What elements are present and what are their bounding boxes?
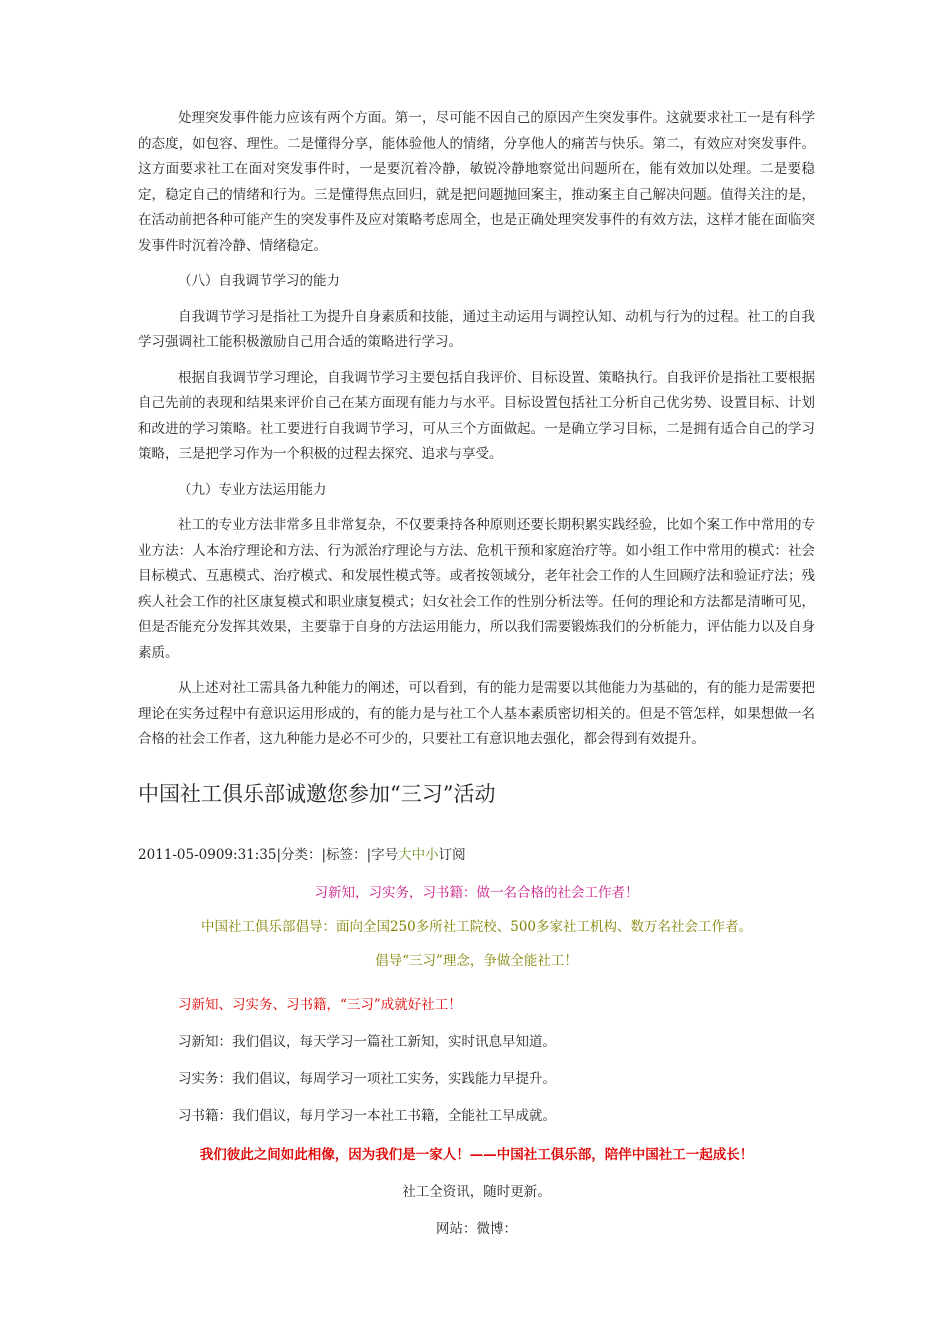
slogan-magenta: 习新知，习实务，习书籍：做一名合格的社会工作者！: [314, 884, 639, 901]
post-title: 中国社工俱乐部诚邀您参加“三习”活动: [138, 781, 496, 806]
initiative-new-knowledge: 习新知：我们倡议，每天学习一篇社工新知，实时讯息早知道。: [178, 1033, 556, 1050]
section-heading-8: （八）自我调节学习的能力: [178, 273, 340, 289]
page-content: [138, 106, 815, 1239]
slogan-red: 习新知、习实务、习书籍，“三习”成就好社工！: [178, 996, 462, 1013]
club-motto: 我们彼此之间如此相像，因为我们是一家人！——中国社工俱乐部，陪伴中国社工一起成长！: [199, 1146, 754, 1163]
initiative-books: 习书籍：我们倡议，每月学习一本社工书籍，全能社工早成就。: [178, 1107, 556, 1124]
paragraph-self-regulated-learning-theory: 根据自我调节学习理论，自我调节学习主要包括自我评价、目标设置、策略执行。自我评价是指社工要根据自己先前的表现和结果来评价自己在某方面现有能力与水平。目标设置包括社工分析自己优劣势、设置目标、计划和改进的学习策略。社工要进行自我调节学习，可从三个方面做起。一是确立学习目标，二是拥有适合自己的学习策略，三是把学习作为一个积极的过程去探究、追求与享受。: [138, 369, 815, 462]
paragraph-professional-methods: 社工的专业方法非常多且非常复杂，不仅要秉持各种原则还要长期积累实践经验，比如个案工作中常用的专业方法：人本治疗理论和方法、行为派治疗理论与方法、危机干预和家庭治疗等。如小组工作中常用的模式：社会目标模式、互惠模式、治疗模式、和发展性模式等。或者按领域分，老年社会工作的人生回顾疗法和验证疗法；残疾人社会工作的社区康复模式和职业康复模式；妇女社会工作的性别分析法等。任何的理论和方法都是清晰可见，但是否能充分发挥其效果，主要靠于自身的方法运用能力，所以我们需要锻炼我们的分析能力，评估能力以及自身素质。: [138, 517, 815, 661]
initiative-practice: 习实务：我们倡议，每周学习一项社工实务，实践能力早提升。: [178, 1070, 556, 1087]
font-size-options[interactable]: 大中小: [398, 846, 439, 863]
paragraph-conclusion: 从上述对社工需具备九种能力的阐述，可以看到，有的能力是需要以其他能力为基础的，有的能力是需要把理论在实务过程中有意识运用形成的，有的能力是与社工个人基本素质密切相关的。但是不管怎样，如果想做一名合格的社会工作者，这九种能力是必不可少的，只要社工有意识地去强化，都会得到有效提升。: [138, 680, 815, 747]
news-update-note: 社工全资讯，随时更新。: [402, 1183, 551, 1200]
website-weibo-line: 网站：微博：: [436, 1220, 517, 1237]
subscribe-link[interactable]: 订阅: [438, 846, 466, 863]
paragraph-emergency-handling: 处理突发事件能力应该有两个方面。第一，尽可能不因自己的原因产生突发事件。这就要求社工一是有科学的态度，如包容、理性。二是懂得分享，能体验他人的情绪，分享他人的痛苦与快乐。第二，有效应对突发事件。这方面要求社工在面对突发事件时，一是要沉着冷静，敏锐冷静地察觉出问题所在，能有效加以处理。二是要稳定，稳定自己的情绪和行为。三是懂得焦点回归，就是把问题抛回案主，推动案主自己解决问题。值得关注的是，在活动前把各种可能产生的突发事件及应对策略考虑周全，也是正确处理突发事件的有效方法，这样才能在面临突发事件时沉着冷静、情绪稳定。: [138, 110, 815, 254]
paragraph-self-regulated-learning-def: 自我调节学习是指社工为提升自身素质和技能，通过主动运用与调控认知、动机与行为的过程。社工的自我学习强调社工能积极激励自己用合适的策略进行学习。: [138, 308, 815, 350]
post-meta: [138, 845, 815, 865]
post-meta-info: 2011-05-0909:31:35|分类：|标签：|字号: [138, 846, 399, 863]
advocacy-olive: 倡导“三习”理念，争做全能社工！: [375, 952, 578, 969]
section-heading-9: （九）专业方法运用能力: [178, 481, 327, 498]
initiative-olive: 中国社工俱乐部倡导：面向全国250多所社工院校、500多家社工机构、数万名社会工作者。: [200, 918, 753, 935]
